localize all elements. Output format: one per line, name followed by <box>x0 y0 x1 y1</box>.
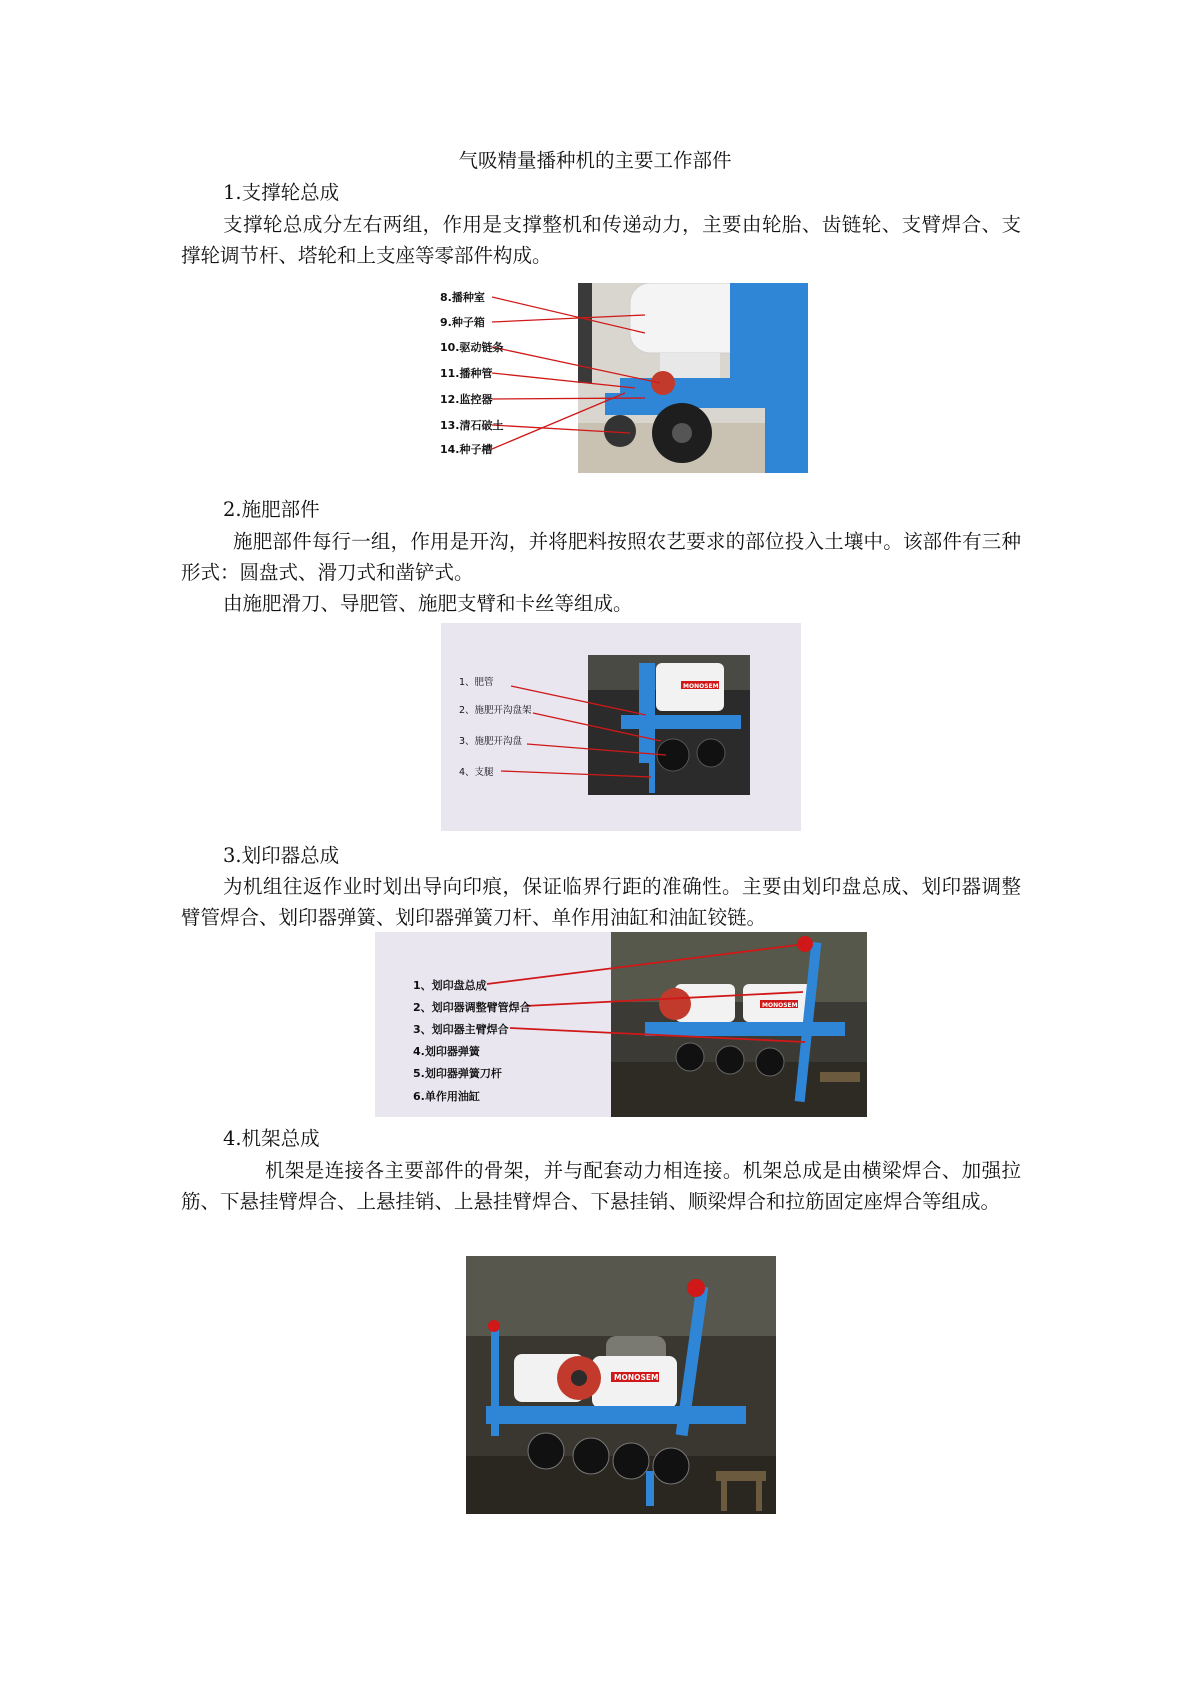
support-wheel-figure <box>430 283 808 473</box>
figure-2-label-2: 2、施肥开沟盘架 <box>459 705 532 716</box>
figure-3-label-1: 1、划印盘总成 <box>413 979 487 992</box>
section-2-paragraph-2: 由施肥滑刀、导肥管、施肥支臂和卡丝等组成。 <box>223 592 633 615</box>
section-2-heading: 2.施肥部件 <box>223 498 320 521</box>
figure-2-label-3: 3、施肥开沟盘 <box>459 736 523 747</box>
figure-1-label-6: 13.清石破土 <box>440 419 504 432</box>
figure-2-brand: MONOSEM <box>683 683 719 690</box>
figure-2-label-4: 4、支腿 <box>459 767 494 778</box>
figure-3-label-5: 5.划印器弹簧刀杆 <box>413 1067 502 1080</box>
figure-2-label-1: 1、肥管 <box>459 677 494 688</box>
figure-1-label-5: 12.监控器 <box>440 393 493 406</box>
figure-1-label-3: 10.驱动链条 <box>440 341 504 354</box>
figure-1-label-4: 11.播种管 <box>440 367 493 380</box>
figure-3-label-6: 6.单作用油缸 <box>413 1090 480 1103</box>
figure-3-brand: MONOSEM <box>762 1002 798 1009</box>
section-3-heading: 3.划印器总成 <box>223 844 340 867</box>
marker-figure <box>375 932 867 1117</box>
section-4-paragraph: 机架是连接各主要部件的骨架，并与配套动力相连接。机架总成是由横梁焊合、加强拉筋、下悬挂臂焊合、上悬挂销、上悬挂臂焊合、下悬挂销、顺梁焊合和拉筋固定座焊合等组成。 <box>181 1159 1021 1213</box>
fertilizer-figure <box>441 623 801 831</box>
figure-4-brand: MONOSEM <box>614 1373 659 1382</box>
figure-3-label-3: 3、划印器主臂焊合 <box>413 1023 509 1036</box>
figure-1-label-1: 8.播种室 <box>440 291 485 304</box>
frame-figure <box>466 1256 776 1514</box>
figure-3-label-4: 4.划印器弹簧 <box>413 1045 480 1058</box>
figure-1-label-2: 9.种子箱 <box>440 316 485 329</box>
page-title: 气吸精量播种机的主要工作部件 <box>458 149 732 172</box>
section-4-heading: 4.机架总成 <box>223 1127 320 1150</box>
section-1-paragraph: 支撑轮总成分左右两组，作用是支撑整机和传递动力，主要由轮胎、齿链轮、支臂焊合、支撑轮调节杆、塔轮和上支座等零部件构成。 <box>181 213 1021 267</box>
figure-1-label-7: 14.种子槽 <box>440 443 493 456</box>
section-1-heading: 1.支撑轮总成 <box>223 181 340 204</box>
figure-3-label-2: 2、划印器调整臂管焊合 <box>413 1001 531 1014</box>
section-2-paragraph-1: 施肥部件每行一组，作用是开沟，并将肥料按照农艺要求的部位投入土壤中。该部件有三种形式：圆盘式、滑刀式和凿铲式。 <box>181 530 1021 584</box>
section-3-paragraph: 为机组往返作业时划出导向印痕，保证临界行距的准确性。主要由划印盘总成、划印器调整臂管焊合、划印器弹簧、划印器弹簧刀杆、单作用油缸和油缸铰链。 <box>181 875 1021 929</box>
